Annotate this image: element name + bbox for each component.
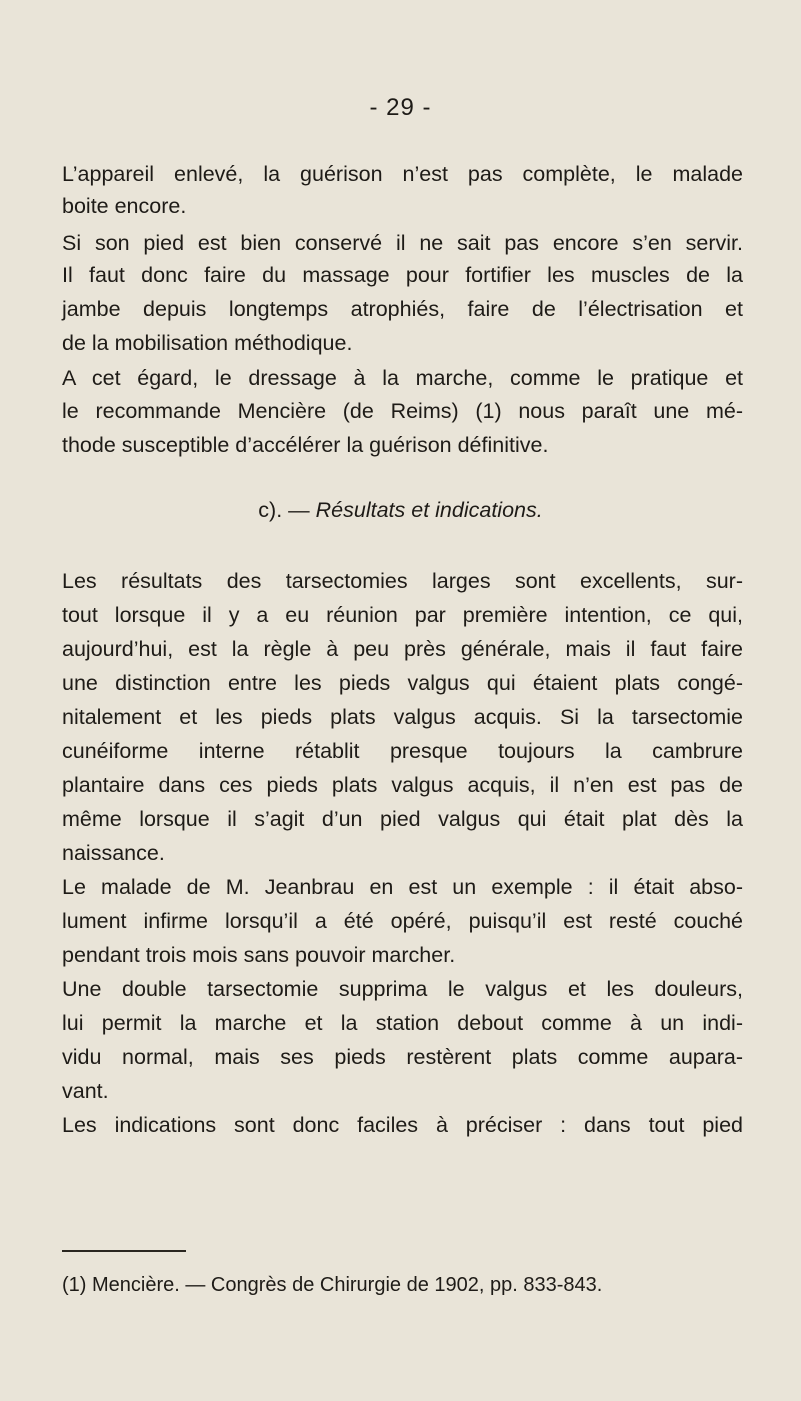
text-line: le recommande Mencière (de Reims) (1) nous paraît une mé- — [62, 399, 743, 423]
text-line: aujourd’hui, est la règle à peu près générale, mais il faut faire — [62, 637, 743, 661]
text-line: vant. — [62, 1079, 109, 1103]
text-line: thode susceptible d’accélérer la guérison définitive. — [62, 433, 549, 457]
section-heading-title: Résultats et indications. — [315, 498, 543, 522]
text-line: lui permit la marche et la station debout comme à un indi- — [62, 1011, 743, 1035]
text-line: Les indications sont donc faciles à préciser : dans tout pied — [62, 1113, 743, 1137]
text-line: même lorsque il s’agit d’un pied valgus qui était plat dès la — [62, 807, 743, 831]
text-line: une distinction entre les pieds valgus qui étaient plats congé- — [62, 671, 743, 695]
text-line: boite encore. — [62, 194, 187, 218]
text-line: nitalement et les pieds plats valgus acquis. Si la tarsectomie — [62, 705, 743, 729]
section-heading-prefix: c). — — [258, 498, 316, 522]
text-line: de la mobilisation méthodique. — [62, 331, 353, 355]
text-line: Les résultats des tarsectomies larges sont excellents, sur- — [62, 569, 743, 593]
footnote-divider — [62, 1250, 186, 1252]
text-line: A cet égard, le dressage à la marche, comme le pratique et — [62, 366, 743, 390]
text-line: Une double tarsectomie supprima le valgus et les douleurs, — [62, 977, 743, 1001]
text-line: plantaire dans ces pieds plats valgus acquis, il n’en est pas de — [62, 773, 743, 797]
text-line: Le malade de M. Jeanbrau en est un exemple : il était abso- — [62, 875, 743, 899]
text-line: Il faut donc faire du massage pour fortifier les muscles de la — [62, 263, 743, 287]
footnote: (1) Mencière. — Congrès de Chirurgie de 1902, pp. 833-843. — [62, 1274, 603, 1296]
text-line: pendant trois mois sans pouvoir marcher. — [62, 943, 456, 967]
text-line: naissance. — [62, 841, 165, 865]
page-number: - 29 - — [369, 94, 432, 121]
section-heading — [0, 494, 801, 526]
text-line: Si son pied est bien conservé il ne sait pas encore s’en servir. — [62, 231, 743, 255]
text-line: tout lorsque il y a eu réunion par première intention, ce qui, — [62, 603, 743, 627]
text-line: lument infirme lorsqu’il a été opéré, puisqu’il est resté couché — [62, 909, 743, 933]
text-line: vidu normal, mais ses pieds restèrent plats comme aupara- — [62, 1045, 743, 1069]
text-line: L’appareil enlevé, la guérison n’est pas complète, le malade — [62, 162, 743, 186]
text-line: cunéiforme interne rétablit presque toujours la cambrure — [62, 739, 743, 763]
text-line: jambe depuis longtemps atrophiés, faire de l’électrisation et — [62, 297, 743, 321]
